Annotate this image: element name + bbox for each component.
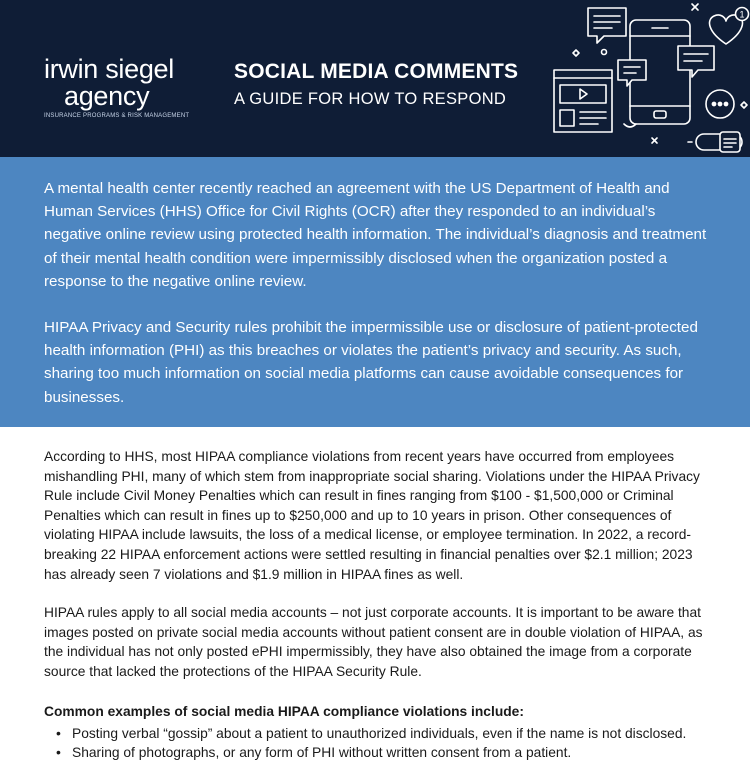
page-title: SOCIAL MEDIA COMMENTS (234, 60, 519, 83)
notification-count: 1 (739, 9, 745, 20)
article-body (44, 447, 714, 763)
typing-bubble-icon (706, 90, 734, 118)
examples-list (44, 724, 714, 763)
header-banner (0, 0, 750, 157)
logo-wordmark-line1: irwin siegel (44, 54, 174, 84)
intro-paragraph-2: HIPAA Privacy and Security rules prohibit the impermissible use or disclosure of patient-protected health information (PHI) as this breaches or violates the patient’s privacy and security. As such, sharing too much information on social media platforms can cause avoidable consequences for businesses. (44, 319, 698, 406)
body-paragraph-2: HIPAA rules apply to all social media accounts – not just corporate accounts. It is important to be aware that images posted on private social media accounts without patient consent are in double violation of HIPAA, as the individual has not only posted ePHI impermissibly, they have also obtained the image from a corporate source that lacked the protections of the HIPAA Security Rule. (44, 605, 703, 679)
social-media-illustration (548, 0, 750, 157)
intro-section (0, 157, 750, 427)
examples-heading: Common examples of social media HIPAA compliance violations include: (44, 703, 524, 719)
chat-bubble-icon (588, 8, 626, 43)
logo-tagline: INSURANCE PROGRAMS & RISK MANAGEMENT (44, 113, 190, 119)
chat-bubble-right-icon (678, 46, 714, 77)
chat-bubble-small-icon (618, 60, 646, 86)
list-item: • Sharing of photographs, or any form of PHI without written consent from a patient. (56, 743, 714, 763)
logo-wordmark-line2: agency (64, 81, 150, 111)
brand-logo[interactable] (44, 56, 204, 119)
page-subtitle: A GUIDE FOR HOW TO RESPOND (234, 90, 507, 108)
list-item: • Posting verbal “gossip” about a patient to unauthorized individuals, even if the name is not disclosed. (56, 724, 714, 744)
intro-paragraph-1: A mental health center recently reached an agreement with the US Department of Health and Human Services (HHS) Office for Civil Rights (OCR) after they responded to an individual’s negative online review using protected health information. The individual’s diagnosis and treatment of their mental health condition were impermissibly disclosed when the organization posted a response to the negative online review. (44, 180, 707, 290)
notification-badge (736, 8, 749, 21)
body-paragraph-1: According to HHS, most HIPAA compliance violations from recent years have occurred from employees mishandling PHI, many of which stem from inappropriate social sharing. Violations under the HIPAA Privacy Rule include Civil Money Penalties which can result in fines ranging from $100 - $1,500,000 or Criminal Penalties which can result in fines up to $250,000 and up to 10 years in prison. Other consequences of violating HIPAA include lawsuits, the loss of a medical license, or employee termination. In 2022, a record-breaking 22 HIPAA enforcement actions were settled resulting in financial penalties over $2.1 million; 2023 has already seen 7 violations and $1.9 million in HIPAA fines as well. (44, 449, 700, 582)
message-pill-icon (696, 132, 742, 152)
title-block (234, 60, 518, 109)
browser-window-icon (554, 70, 612, 132)
